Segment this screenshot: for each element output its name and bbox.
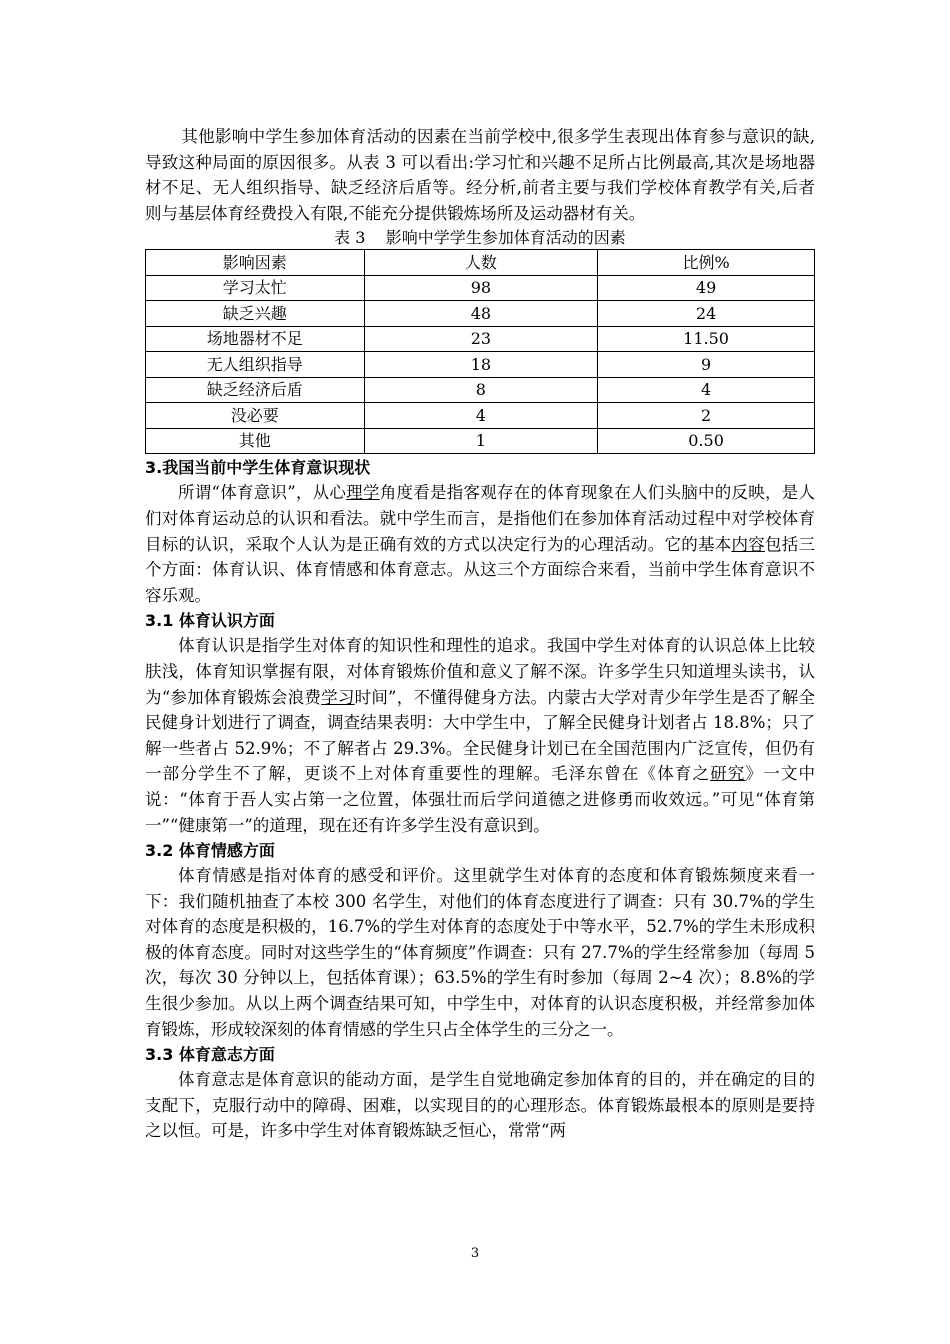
table-cell: 其他: [146, 428, 365, 454]
table-header-cell: 比例%: [598, 250, 815, 276]
table-cell: 18: [364, 352, 598, 378]
table-cell: 无人组织指导: [146, 352, 365, 378]
text-run: 角度看是指客观存在的体育现象在人们头脑中的反映，是人们对体育运动总的认识和看法。就中学生而言，是指他们在参加体育活动过程中对学校体育目标的认识，采取个人认为是正确有效的方式以决定行为的心理活动。它的基本: [145, 483, 816, 554]
table-cell: 24: [598, 301, 815, 327]
table-header-cell: 影响因素: [146, 250, 365, 276]
section-3-1-paragraph: [145, 633, 815, 838]
text-run: 包括三个方面：体育认识、体育情感和体育意志。从这三个方面综合来看，当前中学生体育意识不容乐观。: [145, 534, 816, 605]
table-cell: 缺乏经济后盾: [146, 377, 365, 403]
table-cell: 4: [364, 403, 598, 429]
table-cell: 49: [598, 275, 815, 301]
table-row: [146, 428, 815, 454]
table-cell: 学习太忙: [146, 275, 365, 301]
table-cell: 9: [598, 352, 815, 378]
table-caption-label: 表 3: [334, 228, 366, 248]
document-body: [145, 124, 815, 1144]
table-row: [146, 352, 815, 378]
text-run: 》一文中说：“体育于吾人实占第一之位置，体强壮而后学问道德之进修勇而收效远。”可见“体育第一”“健康第一”的道理，现在还有许多学生没有意识到。: [145, 764, 816, 835]
text-run: 所谓“体育意识”，从心: [178, 483, 347, 503]
section-3-1-heading: 3.1 体育认识方面: [145, 611, 275, 631]
section-3-2-paragraph: 体育情感是指对体育的感受和评价。这里就学生对体育的态度和体育锻炼频度来看一下：我们随机抽查了本校 300 名学生，对他们的体育态度进行了调查：只有 30.7%的学生对体育的态度是积极的，16.7%的学生对体育的态度处于中等水平，52.7%的学生未形成积极的体育态度。同时对这些学生的“体育频度”作调查：只有 27.7%的学生经常参加（每周 5 次，每次 30 分钟以上，包括体育课）；63.5%的学生有时参加（每周 2~4 次）；8.8%的学生很少参加。从以上两个调查结果可知，中学生中，对体育的认识态度积极，并经常参加体育锻炼，形成较深刻的体育情感的学生只占全体学生的三分之一。: [145, 866, 815, 1039]
table-row: [146, 403, 815, 429]
intro-paragraph: 其他影响中学生参加体育活动的因素在当前学校中,很多学生表现出体育参与意识的缺,导致这种局面的原因很多。从表 3 可以看出:学习忙和兴趣不足所占比例最高,其次是场地器材不足、无人组织指导、缺乏经济后盾等。经分析,前者主要与我们学校体育教学有关,后者则与基层体育经费投入有限,不能充分提供锻炼场所及运动器材有关。: [145, 127, 815, 223]
table-row: [146, 326, 815, 352]
link-research[interactable]: 研究: [710, 764, 746, 784]
table-caption: [145, 227, 815, 249]
page-number: 3: [470, 1246, 480, 1261]
table-cell: 没必要: [146, 403, 365, 429]
link-psychology[interactable]: 理学: [346, 483, 380, 503]
table-header-row: [146, 250, 815, 276]
link-study[interactable]: 学习: [321, 687, 355, 707]
text-run: 体育认识是指学生对体育的知识性和理性的追求。我国中学生对体育的认识总体上比较肤浅，体育知识掌握有限，对体育锻炼价值和意义了解不深。许多学生只知道埋头读书，认为“参加体育锻炼会浪费: [145, 636, 815, 707]
table-cell: 98: [364, 275, 598, 301]
table-cell: 0.50: [598, 428, 815, 454]
table-cell: 23: [364, 326, 598, 352]
table-row: [146, 377, 815, 403]
table-header-cell: 人数: [364, 250, 598, 276]
section-3-paragraph: [145, 480, 815, 608]
table-cell: 缺乏兴趣: [146, 301, 365, 327]
link-content[interactable]: 内容: [731, 534, 765, 554]
table-cell: 8: [364, 377, 598, 403]
section-3-3-heading: 3.3 体育意志方面: [145, 1045, 275, 1065]
text-run: 时间”，不懂得健身方法。内蒙古大学对青少年学生是否了解全民健身计划进行了调查，调查结果表明：大中学生中，了解全民健身计划者占 18.8%；只了解一些者占 52.9%；不了解者占 29.3%。全民健身计划已在全国范围内广泛宣传，但仍有一部分学生不了解，更谈不上对体育重要性的理解。毛泽东曾在《体育之: [145, 687, 816, 784]
table-cell: 48: [364, 301, 598, 327]
section-3-2-heading: 3.2 体育情感方面: [145, 841, 275, 861]
table-cell: 1: [364, 428, 598, 454]
table-cell: 4: [598, 377, 815, 403]
table-caption-title: 影响中学学生参加体育活动的因素: [385, 228, 626, 248]
factors-table: [145, 249, 815, 454]
table-row: [146, 301, 815, 327]
table-cell: 场地器材不足: [146, 326, 365, 352]
section-3-3-paragraph: 体育意志是体育意识的能动方面，是学生自觉地确定参加体育的目的，并在确定的目的支配下，克服行动中的障碍、困难，以实现目的的心理形态。体育锻炼最根本的原则是要持之以恒。可是，许多中学生对体育锻炼缺乏恒心，常常“两: [145, 1070, 815, 1141]
table-cell: 11.50: [598, 326, 815, 352]
table-row: [146, 275, 815, 301]
section-3-heading: 3.我国当前中学生体育意识现状: [145, 458, 371, 478]
table-cell: 2: [598, 403, 815, 429]
